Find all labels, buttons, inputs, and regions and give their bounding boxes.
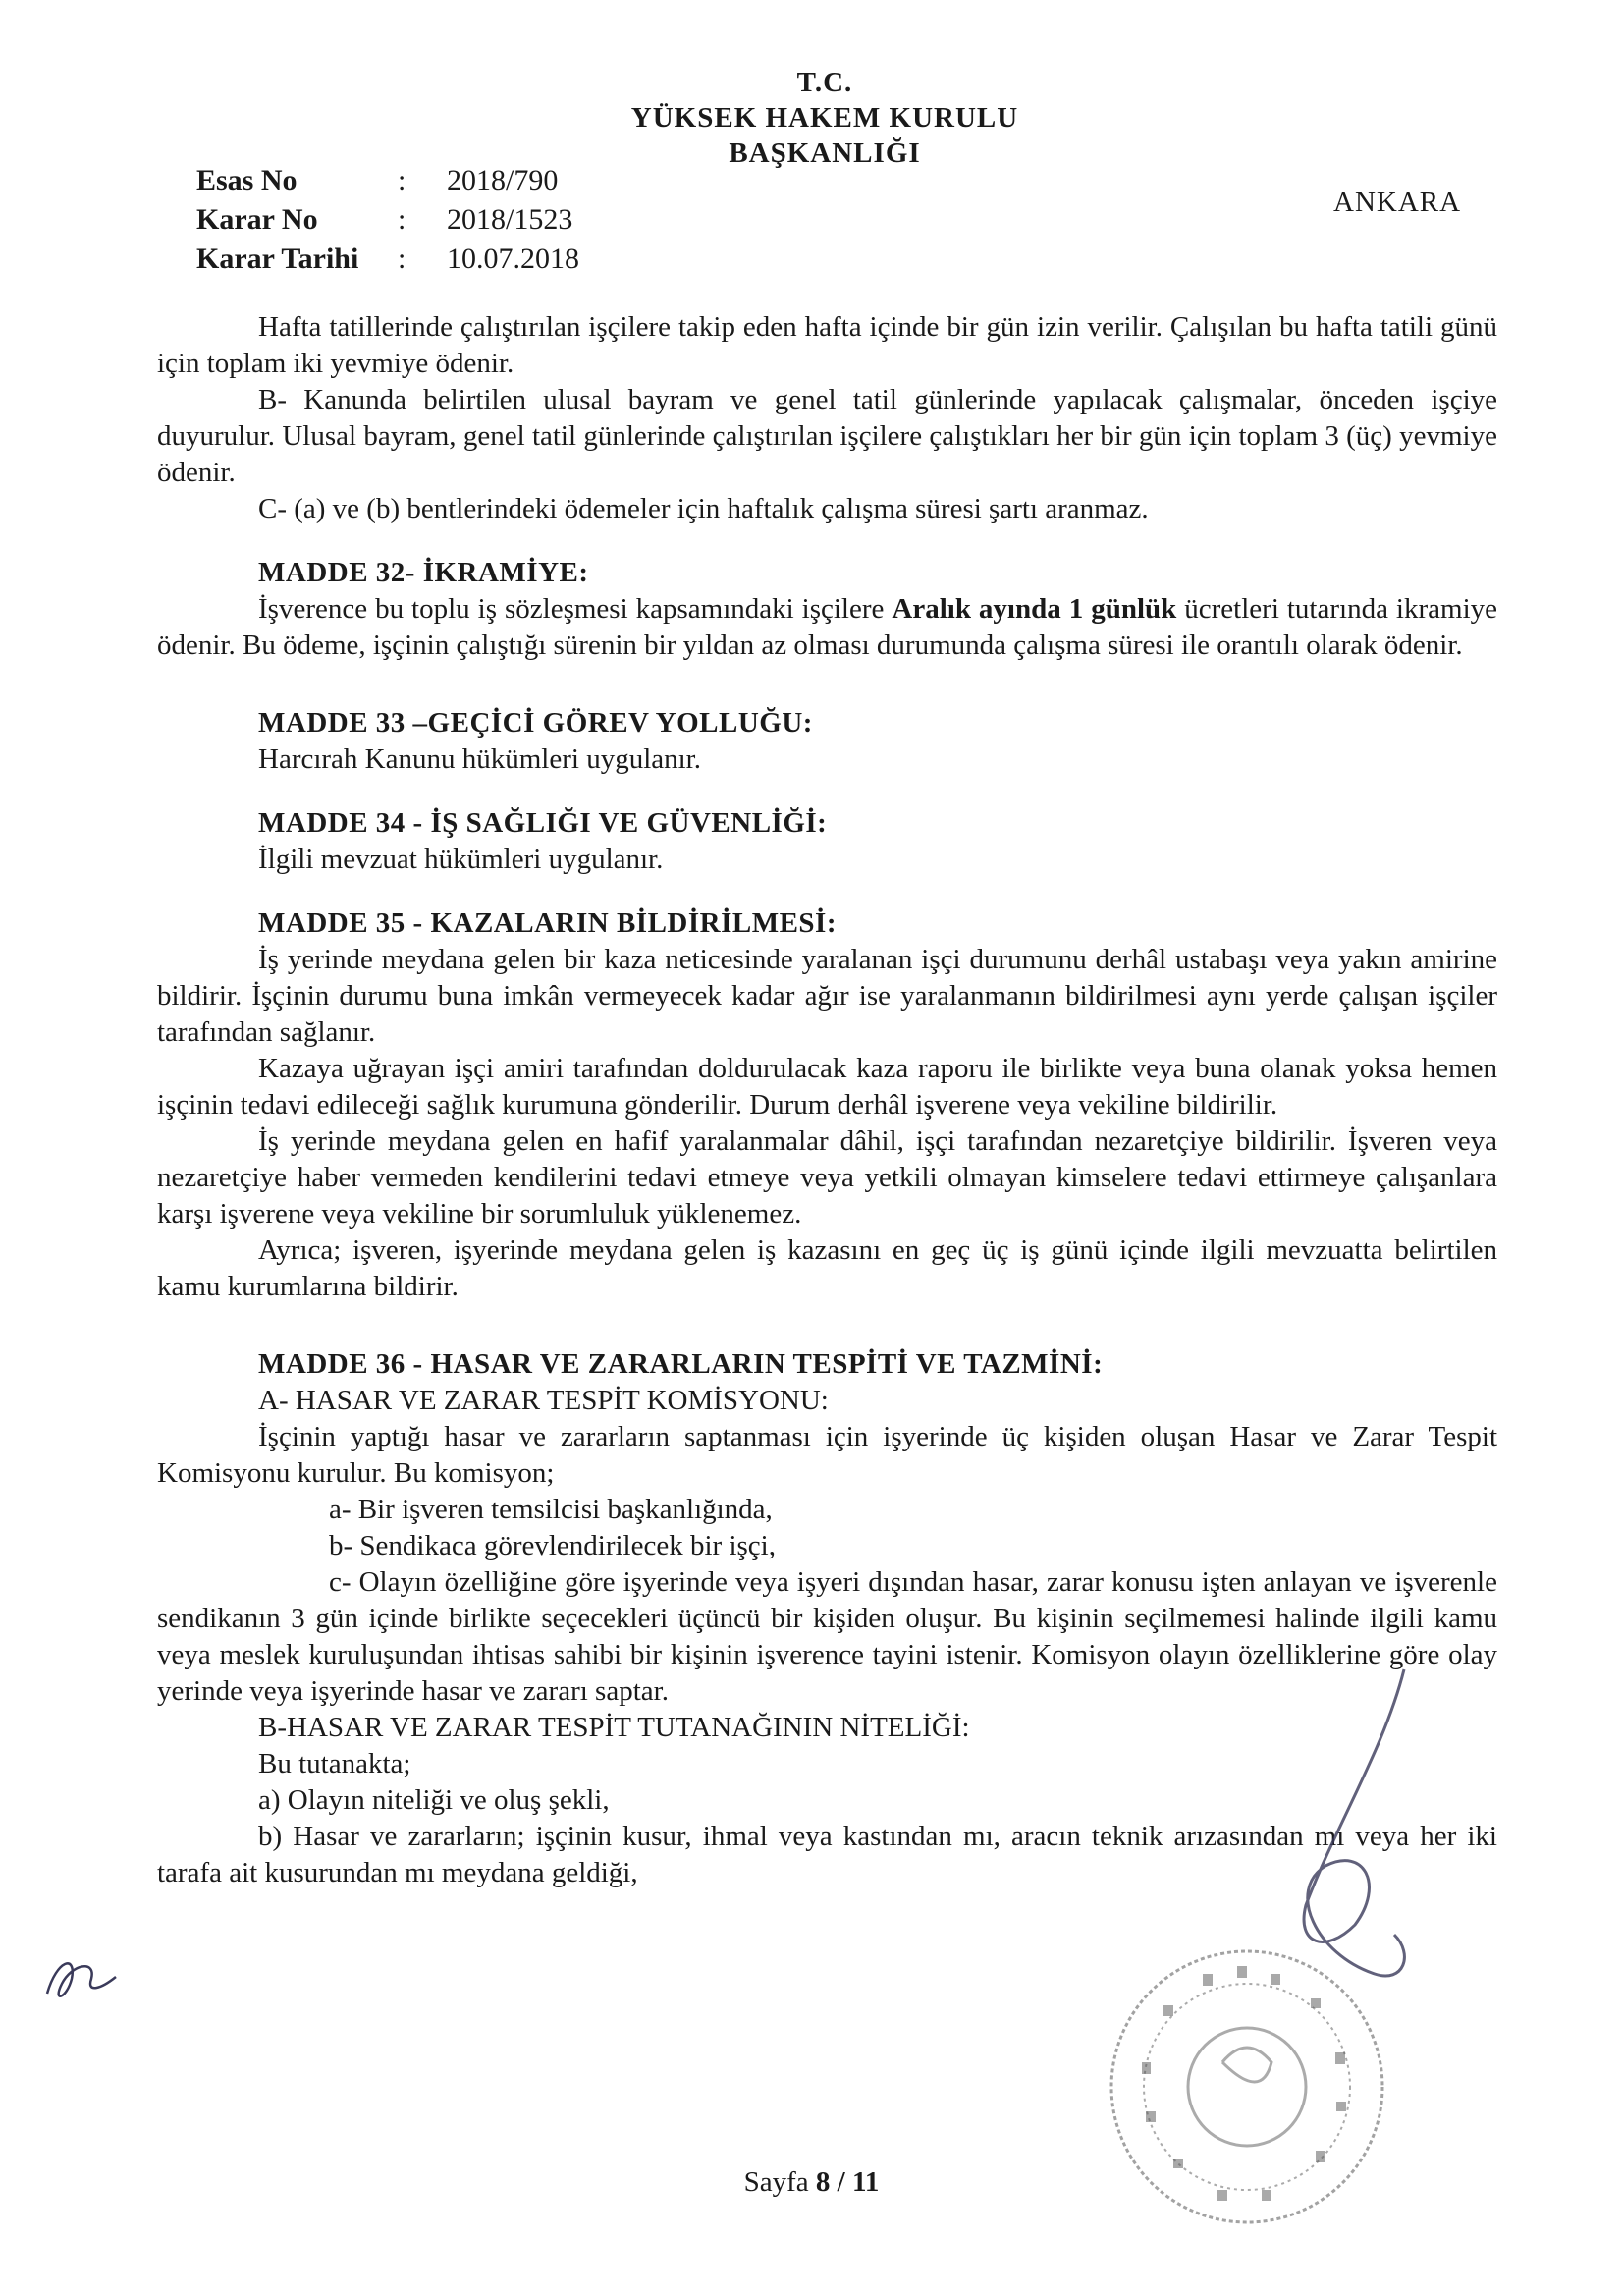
document-body (157, 309, 1497, 1891)
article-title: MADDE 36 - HASAR VE ZARARLARIN TESPİTİ VE TAZMİNİ: (258, 1348, 1104, 1380)
document-header (550, 65, 1100, 171)
meta-label: Esas No (196, 164, 298, 196)
paragraph: İşçinin yaptığı hasar ve zararların saptanması için işyerinde üç kişiden oluşan Hasar ve Zarar Tespit Komisyonu kurulur. Bu komisyon; (157, 1421, 1497, 1489)
article-title: MADDE 32- İKRAMİYE: (258, 557, 589, 588)
list-item: a) Olayın niteliği ve oluş şekli, (258, 1784, 610, 1816)
article-title: MADDE 34 - İŞ SAĞLIĞI VE GÜVENLİĞİ: (258, 807, 828, 839)
meta-value: 10.07.2018 (447, 243, 579, 275)
text-run: İşverence bu toplu iş sözleşmesi kapsamındaki işçilere (258, 593, 893, 625)
paragraph: Ayrıca; işveren, işyerinde meydana gelen iş kazasını en geç üç iş günü içinde ilgili mevzuatta belirtilen kamu kurumlarına bildirir. (157, 1234, 1497, 1302)
meta-row-esas (196, 161, 579, 200)
header-line-tc: T.C. (796, 67, 853, 98)
paragraph (157, 591, 1497, 664)
list-item: b) Hasar ve zararların; işçinin kusur, ihmal veya kastından mı, aracın teknik arızasından mı veya her iki tarafa ait kusurundan mı meydana geldiği, (157, 1821, 1497, 1888)
paragraph: Harcırah Kanunu hükümleri uygulanır. (258, 743, 701, 775)
paragraph: C- (a) ve (b) bentlerindeki ödemeler için haftalık çalışma süresi şartı aranmaz. (258, 493, 1149, 524)
paragraph: B- Kanunda belirtilen ulusal bayram ve genel tatil günlerinde yapılacak çalışmalar, önceden işçiye duyurulur. Ulusal bayram, genel tatil günlerinde çalıştırılan işçilere çalıştıkları her bir gün için toplam 3 (üç) yevmiye ödenir. (157, 384, 1497, 488)
subsection-title: B-HASAR VE ZARAR TESPİT TUTANAĞININ NİTELİĞİ: (258, 1712, 970, 1743)
meta-label: Karar No (196, 203, 318, 236)
signature-icon (1267, 1660, 1443, 2052)
case-meta (196, 161, 579, 279)
meta-sep: : (398, 203, 406, 236)
text-run: ücretleri tutarında ikramiye ödenir. Bu ödeme, işçinin çalıştığı sürenin bir yıldan az olması durumunda çalışma süresi ile orantılı olarak ödenir. (157, 593, 1497, 661)
meta-sep: : (398, 243, 406, 275)
page-current: 8 (815, 2166, 831, 2198)
page-sep: / (837, 2166, 845, 2198)
list-item: c- Olayın özelliğine göre işyerinde veya işyeri dışından hasar, zarar konusu işten anlayan ve işverenle sendikanın 3 gün içinde birlikte seçecekleri üçüncü bir kişiden oluşur. Bu kişinin seçilmemesi halinde ilgili kamu veya meslek kuruluşundan ihtisas sahibi bir kişinin işverence tayini istenir. Komisyon olayın özelliklerine göre olay yerinde veya işyerinde hasar ve zararı saptar. (157, 1566, 1497, 1707)
meta-sep: : (398, 164, 406, 196)
paragraph: İş yerinde meydana gelen bir kaza neticesinde yaralanan işçi durumunu derhâl ustabaşı veya yakın amirine bildirir. İşçinin durumu buna imkân vermeyecek kadar ağır ise yaralanmanın bildirilmesi aynı yerde çalışan işçiler tarafından sağlanır. (157, 944, 1497, 1048)
page-prefix: Sayfa (743, 2166, 809, 2198)
paragraph: Kazaya uğrayan işçi amiri tarafından doldurulacak kaza raporu ile birlikte veya buna olanak yoksa hemen işçinin tedavi edileceği sağlık kurumuna gönderilir. Durum derhâl işverene veya vekiline bildirilir. (157, 1053, 1497, 1121)
header-line-institution: YÜKSEK HAKEM KURULU (630, 102, 1019, 134)
paragraph: İş yerinde meydana gelen en hafif yaralanmalar dâhil, işçi tarafından nezaretçiye bildirilir. İşveren veya nezaretçiye haber vermeden kendilerini tedavi etmeye veya yetkili olmayan kimselere tedavi ettirmeye çalışanlara karşı işverene veya vekiline bir sorumluluk yüklenemez. (157, 1125, 1497, 1230)
paragraph: Bu tutanakta; (258, 1748, 411, 1779)
subsection-title: A- HASAR VE ZARAR TESPİT KOMİSYONU: (258, 1385, 829, 1416)
paragraph: İlgili mevzuat hükümleri uygulanır. (258, 844, 664, 875)
meta-row-karar (196, 200, 579, 240)
meta-row-tarih (196, 240, 579, 279)
header-line-presidency: BAŞKANLIĞI (729, 137, 921, 169)
list-item: a- Bir işveren temsilcisi başkanlığında, (329, 1494, 773, 1525)
initial-icon (37, 1949, 126, 2008)
text-run-bold: Aralık ayında 1 günlük (892, 593, 1177, 625)
meta-value: 2018/1523 (447, 203, 573, 236)
list-item: b- Sendikaca görevlendirilecek bir işçi, (329, 1530, 776, 1561)
paragraph: Hafta tatillerinde çalıştırılan işçilere takip eden hafta içinde bir gün izin verilir. Çalışılan bu hafta tatili günü için toplam iki yevmiye ödenir. (157, 311, 1497, 379)
meta-value: 2018/790 (447, 164, 559, 196)
article-title: MADDE 33 –GEÇİCİ GÖREV YOLLUĞU: (258, 707, 813, 738)
article-title: MADDE 35 - KAZALARIN BİLDİRİLMESİ: (258, 907, 837, 939)
page-total: 11 (851, 2166, 880, 2198)
city-label: ANKARA (1333, 187, 1462, 218)
meta-label: Karar Tarihi (196, 243, 359, 275)
